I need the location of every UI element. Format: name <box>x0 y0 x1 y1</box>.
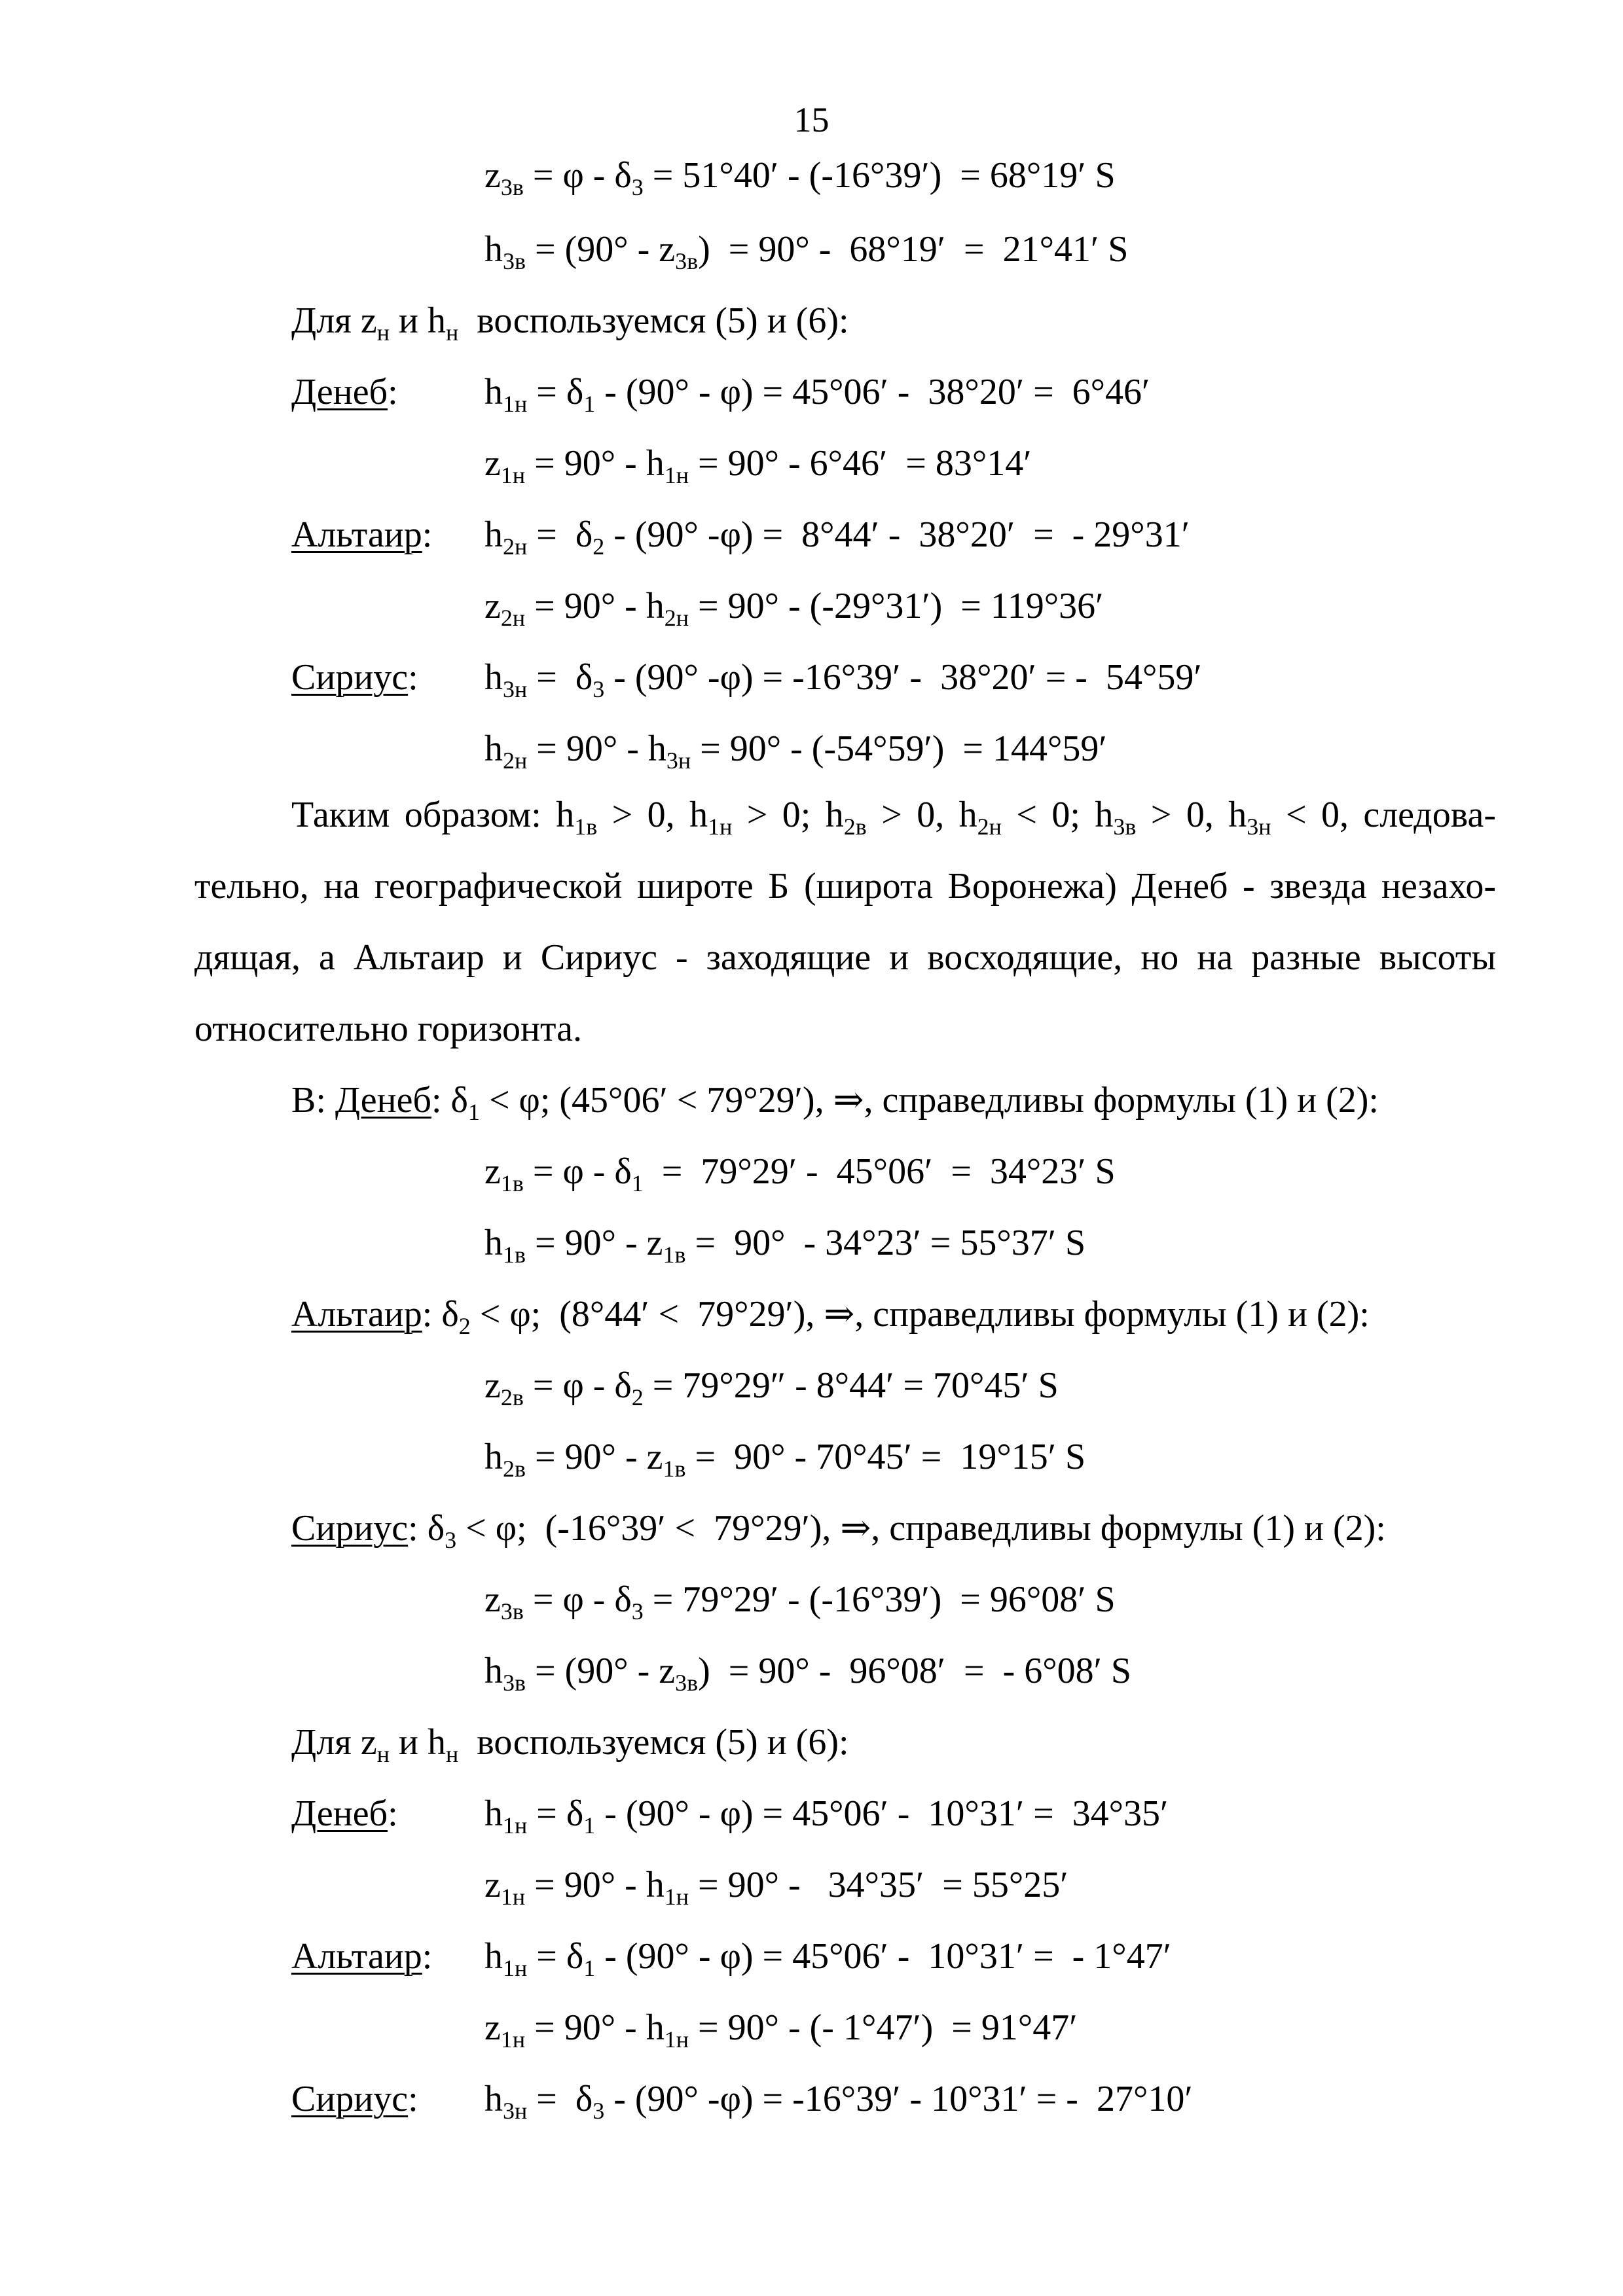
text-run: z <box>484 1579 501 1620</box>
text-run: h <box>484 372 503 412</box>
text-run: = δ <box>527 1793 584 1834</box>
formula-line <box>484 370 1150 417</box>
subscript: 1н <box>503 1812 528 1839</box>
text-run: z <box>484 1151 501 1192</box>
subscript: 1н <box>664 1884 689 1910</box>
subscript: 1в <box>663 1242 686 1268</box>
text-run: z <box>484 586 501 626</box>
text-run: : <box>422 514 433 555</box>
text-run: = 90° - (-29°31′) = 119°36′ <box>689 586 1104 626</box>
text-run: = (90° - z <box>526 1651 676 1691</box>
text-run: = φ - δ <box>523 155 632 196</box>
formula-line <box>484 1435 1086 1482</box>
subscript: 3в <box>500 174 524 200</box>
text-run: = φ - δ <box>523 1579 632 1620</box>
formula-line <box>484 584 1104 631</box>
subscript: 2н <box>503 533 528 560</box>
text-run: В: <box>291 1080 335 1121</box>
subscript: 3н <box>1247 814 1271 840</box>
star-label <box>291 2077 418 2121</box>
star-condition-line <box>291 1293 1370 1339</box>
text-run: h <box>484 657 503 698</box>
text-run: = 79°29′ - (-16°39′) = 96°08′ S <box>643 1579 1116 1620</box>
star-label <box>291 1792 398 1835</box>
subscript: 1в <box>574 814 598 840</box>
underlined-star-name: Альтаир <box>291 1294 422 1335</box>
text-run: > 0; h <box>732 795 844 835</box>
underlined-star-name: Сириус <box>291 1508 409 1549</box>
text-run: > 0, h <box>597 795 708 835</box>
text-run: : <box>388 372 398 412</box>
text-run: < 0; h <box>1001 795 1114 835</box>
formula-line <box>484 1364 1059 1410</box>
text-run: тельно, на географической широте Б (широта Воронежа) Денеб - звезда незахо- <box>194 866 1496 906</box>
text-run: z <box>484 443 501 484</box>
text-run: = 90° - 34°35′ = 55°25′ <box>689 1865 1068 1905</box>
subscript: 1н <box>503 391 528 417</box>
subscript: 1н <box>503 1955 528 1981</box>
subscript: 1н <box>500 2026 526 2053</box>
paragraph-line <box>194 865 1496 908</box>
underlined-star-name: Сириус <box>291 657 409 698</box>
text-run: - (90° -φ) = 8°44′ - 38°20′ = - 29°31′ <box>604 514 1190 555</box>
text-run: и h <box>390 1722 446 1763</box>
subscript: н <box>446 319 459 346</box>
text-run: < φ; (8°44′ < 79°29′), ⇒, справедливы формулы (1) и (2): <box>470 1294 1370 1335</box>
paragraph-line <box>291 793 1497 840</box>
text-run: = 90° - h <box>525 443 665 484</box>
text-run: воспользуемся (5) и (6): <box>458 1722 849 1763</box>
text-run: = 90° - h <box>525 586 665 626</box>
text-run: - (90° -φ) = -16°39′ - 38°20′ = - 54°59′ <box>604 657 1202 698</box>
text-run: = 90° - 6°46′ = 83°14′ <box>689 443 1032 484</box>
subscript: 1в <box>663 1456 686 1482</box>
subscript: н <box>446 1741 459 1767</box>
subscript: 1н <box>664 462 689 488</box>
subscript: 1 <box>583 1812 596 1839</box>
text-run: воспользуемся (5) и (6): <box>458 300 849 341</box>
text-run: = δ <box>527 657 593 698</box>
text-run: = δ <box>527 514 593 555</box>
text-run: z <box>484 155 501 196</box>
text-run: z <box>484 1865 501 1905</box>
underlined-star-name: Сириус <box>291 2079 409 2119</box>
formula-line <box>484 1863 1068 1910</box>
formula-line <box>484 442 1032 488</box>
text-run: < φ; (45°06′ < 79°29′), ⇒, справедливы формулы (1) и (2): <box>479 1080 1379 1121</box>
subscript: 1н <box>664 2026 689 2053</box>
text-run: дящая, а Альтаир и Сириус - заходящие и восходящие, но на разные высоты <box>194 937 1496 978</box>
text-run: - (90° - φ) = 45°06′ - 38°20′ = 6°46′ <box>595 372 1150 412</box>
formula-line <box>484 727 1107 774</box>
text-run: и h <box>390 300 446 341</box>
text-run: < 0, следова- <box>1271 795 1497 835</box>
subscript: 1 <box>583 391 596 417</box>
subscript: 3н <box>503 2098 528 2124</box>
subscript: 3 <box>631 174 644 200</box>
subscript: 2н <box>664 605 689 631</box>
underlined-star-name: Альтаир <box>291 514 422 555</box>
text-run: - (90° - φ) = 45°06′ - 10°31′ = 34°35′ <box>595 1793 1169 1834</box>
star-label <box>291 513 432 556</box>
text-run: : δ <box>422 1294 459 1335</box>
formula-line <box>484 2006 1078 2053</box>
subscript: 1 <box>631 1170 644 1196</box>
subscript: 2в <box>843 814 867 840</box>
subscript: 3 <box>593 676 605 702</box>
subscript: н <box>376 1741 390 1767</box>
subscript: 1н <box>500 1884 526 1910</box>
text-line <box>291 299 849 346</box>
formula-line <box>484 656 1202 702</box>
text-run: = 79°29″ - 8°44′ = 70°45′ S <box>643 1365 1059 1406</box>
text-run: < φ; (-16°39′ < 79°29′), ⇒, справедливы формулы (1) и (2): <box>456 1508 1386 1549</box>
text-run: : δ <box>431 1080 468 1121</box>
formula-line <box>484 1150 1116 1196</box>
text-run: = 90° - (- 1°47′) = 91°47′ <box>689 2007 1078 2048</box>
subscript: 2в <box>503 1456 526 1482</box>
text-run: h <box>484 1936 503 1977</box>
text-run: : <box>408 657 418 698</box>
formula-line <box>484 1578 1116 1624</box>
text-run: = (90° - z <box>526 229 676 270</box>
text-run: = 90° - z <box>526 1437 663 1477</box>
subscript: 2 <box>631 1384 644 1410</box>
text-run: Таким образом: h <box>291 795 575 835</box>
subscript: 3в <box>503 248 526 274</box>
text-run: ) = 90° - 96°08′ = - 6°08′ S <box>698 1651 1132 1691</box>
formula-line <box>484 513 1190 560</box>
subscript: 3в <box>675 248 699 274</box>
formula-line <box>484 228 1129 274</box>
text-run: ) = 90° - 68°19′ = 21°41′ S <box>698 229 1129 270</box>
text-run: : δ <box>408 1508 445 1549</box>
text-run: h <box>484 1437 503 1477</box>
subscript: 1н <box>500 462 526 488</box>
text-run: = 90° - 70°45′ = 19°15′ S <box>685 1437 1086 1477</box>
text-run: = 90° - h <box>525 1865 665 1905</box>
text-run: h <box>484 229 503 270</box>
subscript: 1н <box>708 814 733 840</box>
paragraph-line <box>194 1007 582 1050</box>
text-run: = 51°40′ - (-16°39′) = 68°19′ S <box>643 155 1116 196</box>
text-run: : <box>388 1793 398 1834</box>
formula-line <box>484 1221 1086 1268</box>
formula-line <box>484 1935 1171 1981</box>
text-run: z <box>484 1365 501 1406</box>
text-run: Для z <box>291 1722 377 1763</box>
underlined-star-name: Денеб <box>291 372 388 412</box>
subscript: 3в <box>503 1670 526 1696</box>
subscript: 2н <box>500 605 526 631</box>
text-run: = 90° - h <box>525 2007 665 2048</box>
paragraph-line <box>194 936 1496 979</box>
subscript: 2н <box>503 747 528 774</box>
subscript: 3н <box>666 747 691 774</box>
text-line <box>291 1721 849 1767</box>
subscript: 3в <box>675 1670 699 1696</box>
text-run: h <box>484 2079 503 2119</box>
text-run: - (90° - φ) = 45°06′ - 10°31′ = - 1°47′ <box>595 1936 1171 1977</box>
star-label <box>291 656 418 699</box>
formula-line <box>484 1649 1132 1696</box>
formula-line <box>484 154 1116 200</box>
text-run: = δ <box>527 372 584 412</box>
text-run: h <box>484 1223 503 1263</box>
text-run: = 90° - 34°23′ = 55°37′ S <box>685 1223 1086 1263</box>
subscript: 2н <box>977 814 1002 840</box>
text-run: : <box>422 1936 433 1977</box>
underlined-star-name: Альтаир <box>291 1936 422 1977</box>
text-run: = δ <box>527 1936 584 1977</box>
subscript: 3 <box>445 1527 457 1553</box>
formula-line <box>484 2077 1193 2124</box>
text-run: - (90° -φ) = -16°39′ - 10°31′ = - 27°10′ <box>604 2079 1193 2119</box>
text-run: h <box>484 514 503 555</box>
subscript: 2 <box>458 1313 471 1339</box>
formula-line <box>484 1792 1169 1839</box>
text-run: h <box>484 1793 503 1834</box>
underlined-star-name: Денеб <box>335 1080 431 1121</box>
subscript: 2 <box>593 533 605 560</box>
text-run: = δ <box>527 2079 593 2119</box>
text-run: z <box>484 2007 501 2048</box>
text-run: = 90° - h <box>527 728 666 769</box>
text-run: = φ - δ <box>523 1151 632 1192</box>
text-run: = 79°29′ - 45°06′ = 34°23′ S <box>643 1151 1116 1192</box>
subscript: 2в <box>500 1384 524 1410</box>
subscript: 1в <box>500 1170 524 1196</box>
subscript: 1в <box>503 1242 526 1268</box>
subscript: 1 <box>583 1955 596 1981</box>
section-heading-line <box>291 1079 1379 1125</box>
text-run: = 90° - z <box>526 1223 663 1263</box>
text-run: : <box>408 2079 418 2119</box>
text-run: Для z <box>291 300 377 341</box>
text-run: относительно горизонта. <box>194 1009 583 1049</box>
subscript: 3н <box>503 676 528 702</box>
text-run: > 0, h <box>866 795 977 835</box>
star-label <box>291 370 398 414</box>
subscript: 3 <box>593 2098 605 2124</box>
star-label <box>291 1935 432 1978</box>
star-condition-line <box>291 1507 1386 1553</box>
text-run: h <box>484 728 503 769</box>
text-run: = φ - δ <box>523 1365 632 1406</box>
underlined-star-name: Денеб <box>291 1793 388 1834</box>
subscript: 3в <box>1113 814 1137 840</box>
page-number: 15 <box>793 100 830 139</box>
subscript: 1 <box>467 1099 480 1125</box>
subscript: 3 <box>631 1598 644 1624</box>
text-run: = 90° - (-54°59′) = 144°59′ <box>691 728 1107 769</box>
subscript: н <box>376 319 390 346</box>
subscript: 3в <box>500 1598 524 1624</box>
text-run: > 0, h <box>1136 795 1247 835</box>
text-run: h <box>484 1651 503 1691</box>
